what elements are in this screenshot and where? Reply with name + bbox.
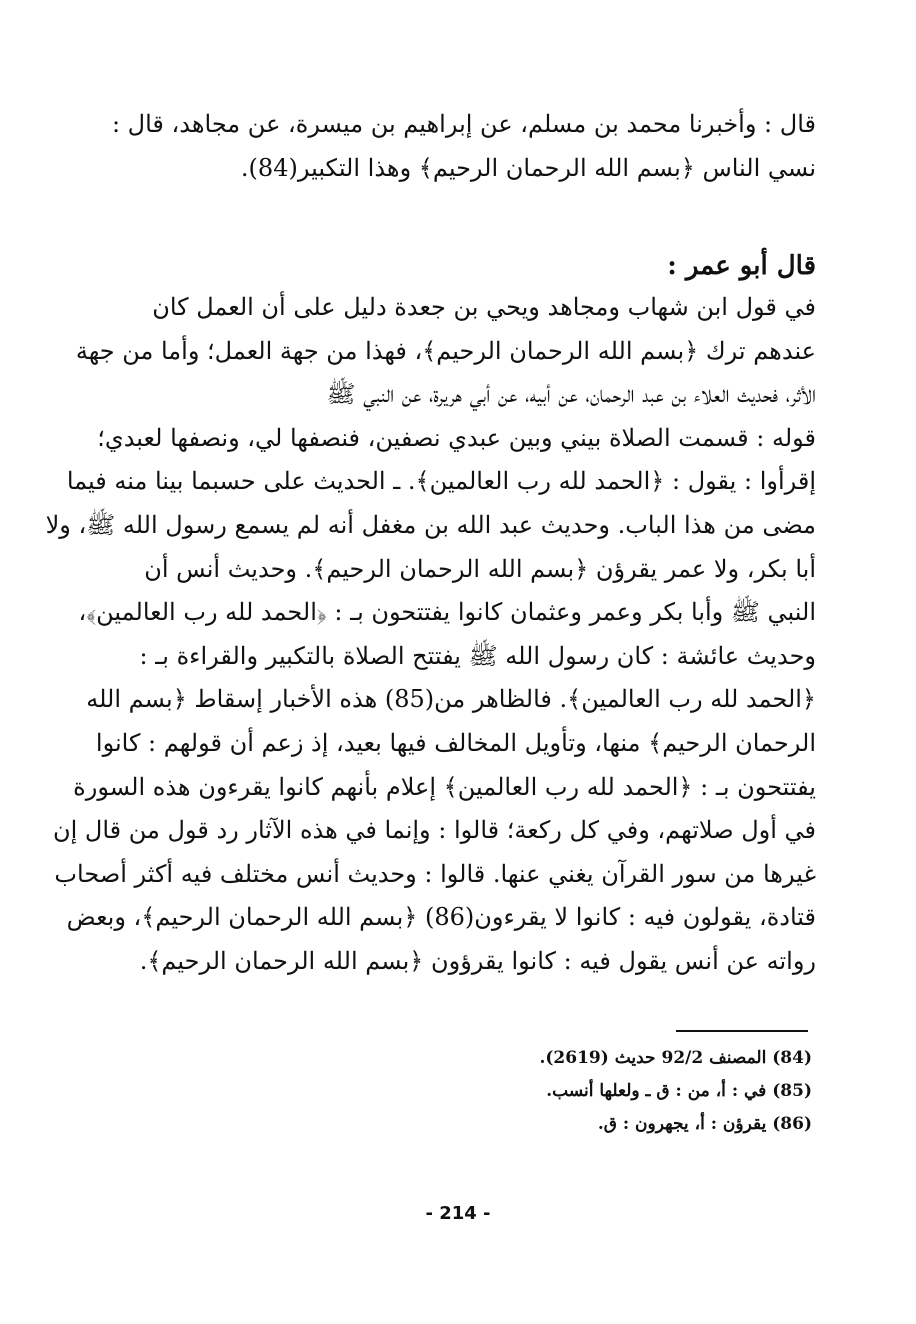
text-line: نسي الناس ﴿بسم الله الرحمان الرحيم﴾ وهذا التكبير(84). — [240, 154, 816, 182]
text-line: مضى من هذا الباب. وحديث عبد الله بن مغفل أنه لم يسمع رسول الله ﷺ، ولا — [45, 510, 816, 539]
text-line: الرحمان الرحيم﴾ منها، وتأويل المخالف فيها بعيد، إذ زعم أن قولهم : كانوا — [95, 728, 816, 757]
footnote: (86) يقرؤن : أ، يجهرون : ق. — [597, 1114, 812, 1134]
intro-paragraph — [108, 102, 816, 190]
text-line: قوله : قسمت الصلاة بيني وبين عبدي نصفين، فنصفها لي، ونصفها لعبدي؛ — [97, 423, 816, 452]
text-line: ﴿الحمد لله رب العالمين﴾. فالظاهر من(85) هذه الأخبار إسقاط ﴿بسم الله — [86, 685, 816, 714]
text-line: وحديث عائشة : كان رسول الله ﷺ يفتتح الصلاة بالتكبير والقراءة بـ : — [139, 641, 816, 670]
text-line: الأثر، فحديث العلاء بن عبد الرحمان، عن أبيه، عن أبي هريرة، عن النبي ﷺ — [326, 380, 816, 409]
text-line: في أول صلاتهم، وفي كل ركعة؛ قالوا : وإنما في هذه الآثار رد قول من قال إن — [53, 816, 816, 845]
text-line: يفتتحون بـ : ﴿الحمد لله رب العالمين﴾ إعلام بأنهم كانوا يقرءون هذه السورة — [73, 772, 816, 801]
text-line: غيرها من سور القرآن يغني عنها. قالوا : وحديث أنس مختلف فيه أكثر أصحاب — [54, 859, 816, 888]
text-line: عندهم ترك ﴿بسم الله الرحمان الرحيم﴾، فهذا من جهة العمل؛ وأما من جهة — [75, 336, 816, 365]
main-paragraph — [45, 286, 816, 984]
footnote-divider — [676, 1030, 808, 1032]
text-line: أبا بكر، ولا عمر يقرؤن ﴿بسم الله الرحمان الرحيم﴾. وحديث أنس أن — [144, 554, 816, 583]
page-number: - 214 - — [425, 1203, 491, 1224]
text-line: رواته عن أنس يقول فيه : كانوا يقرؤون ﴿بسم الله الرحمان الرحيم﴾. — [139, 946, 816, 975]
text-line: إقرأوا : يقول : ﴿الحمد لله رب العالمين﴾. ـ الحديث على حسبما بينا منه فيما — [66, 467, 816, 496]
section-heading: قال أبو عمر : — [667, 251, 816, 281]
text-line: قال : وأخبرنا محمد بن مسلم، عن إبراهيم بن ميسرة، عن مجاهد، قال : — [111, 110, 816, 138]
text-line: قتادة، يقولون فيه : كانوا لا يقرءون(86) ﴿بسم الله الرحمان الرحيم﴾، وبعض — [66, 903, 816, 932]
footnote: (84) المصنف 92/2 حديث (2619). — [539, 1048, 812, 1068]
footnote: (85) في : أ، من : ق ـ ولعلها أنسب. — [546, 1081, 812, 1101]
footnotes — [539, 1042, 812, 1141]
text-line: النبي ﷺ وأبا بكر وعمر وعثمان كانوا يفتتحون بـ : ﴿الحمد لله رب العالمين﴾، — [78, 598, 816, 627]
text-line: في قول ابن شهاب ومجاهد ويحي بن جعدة دليل على أن العمل كان — [152, 293, 816, 321]
